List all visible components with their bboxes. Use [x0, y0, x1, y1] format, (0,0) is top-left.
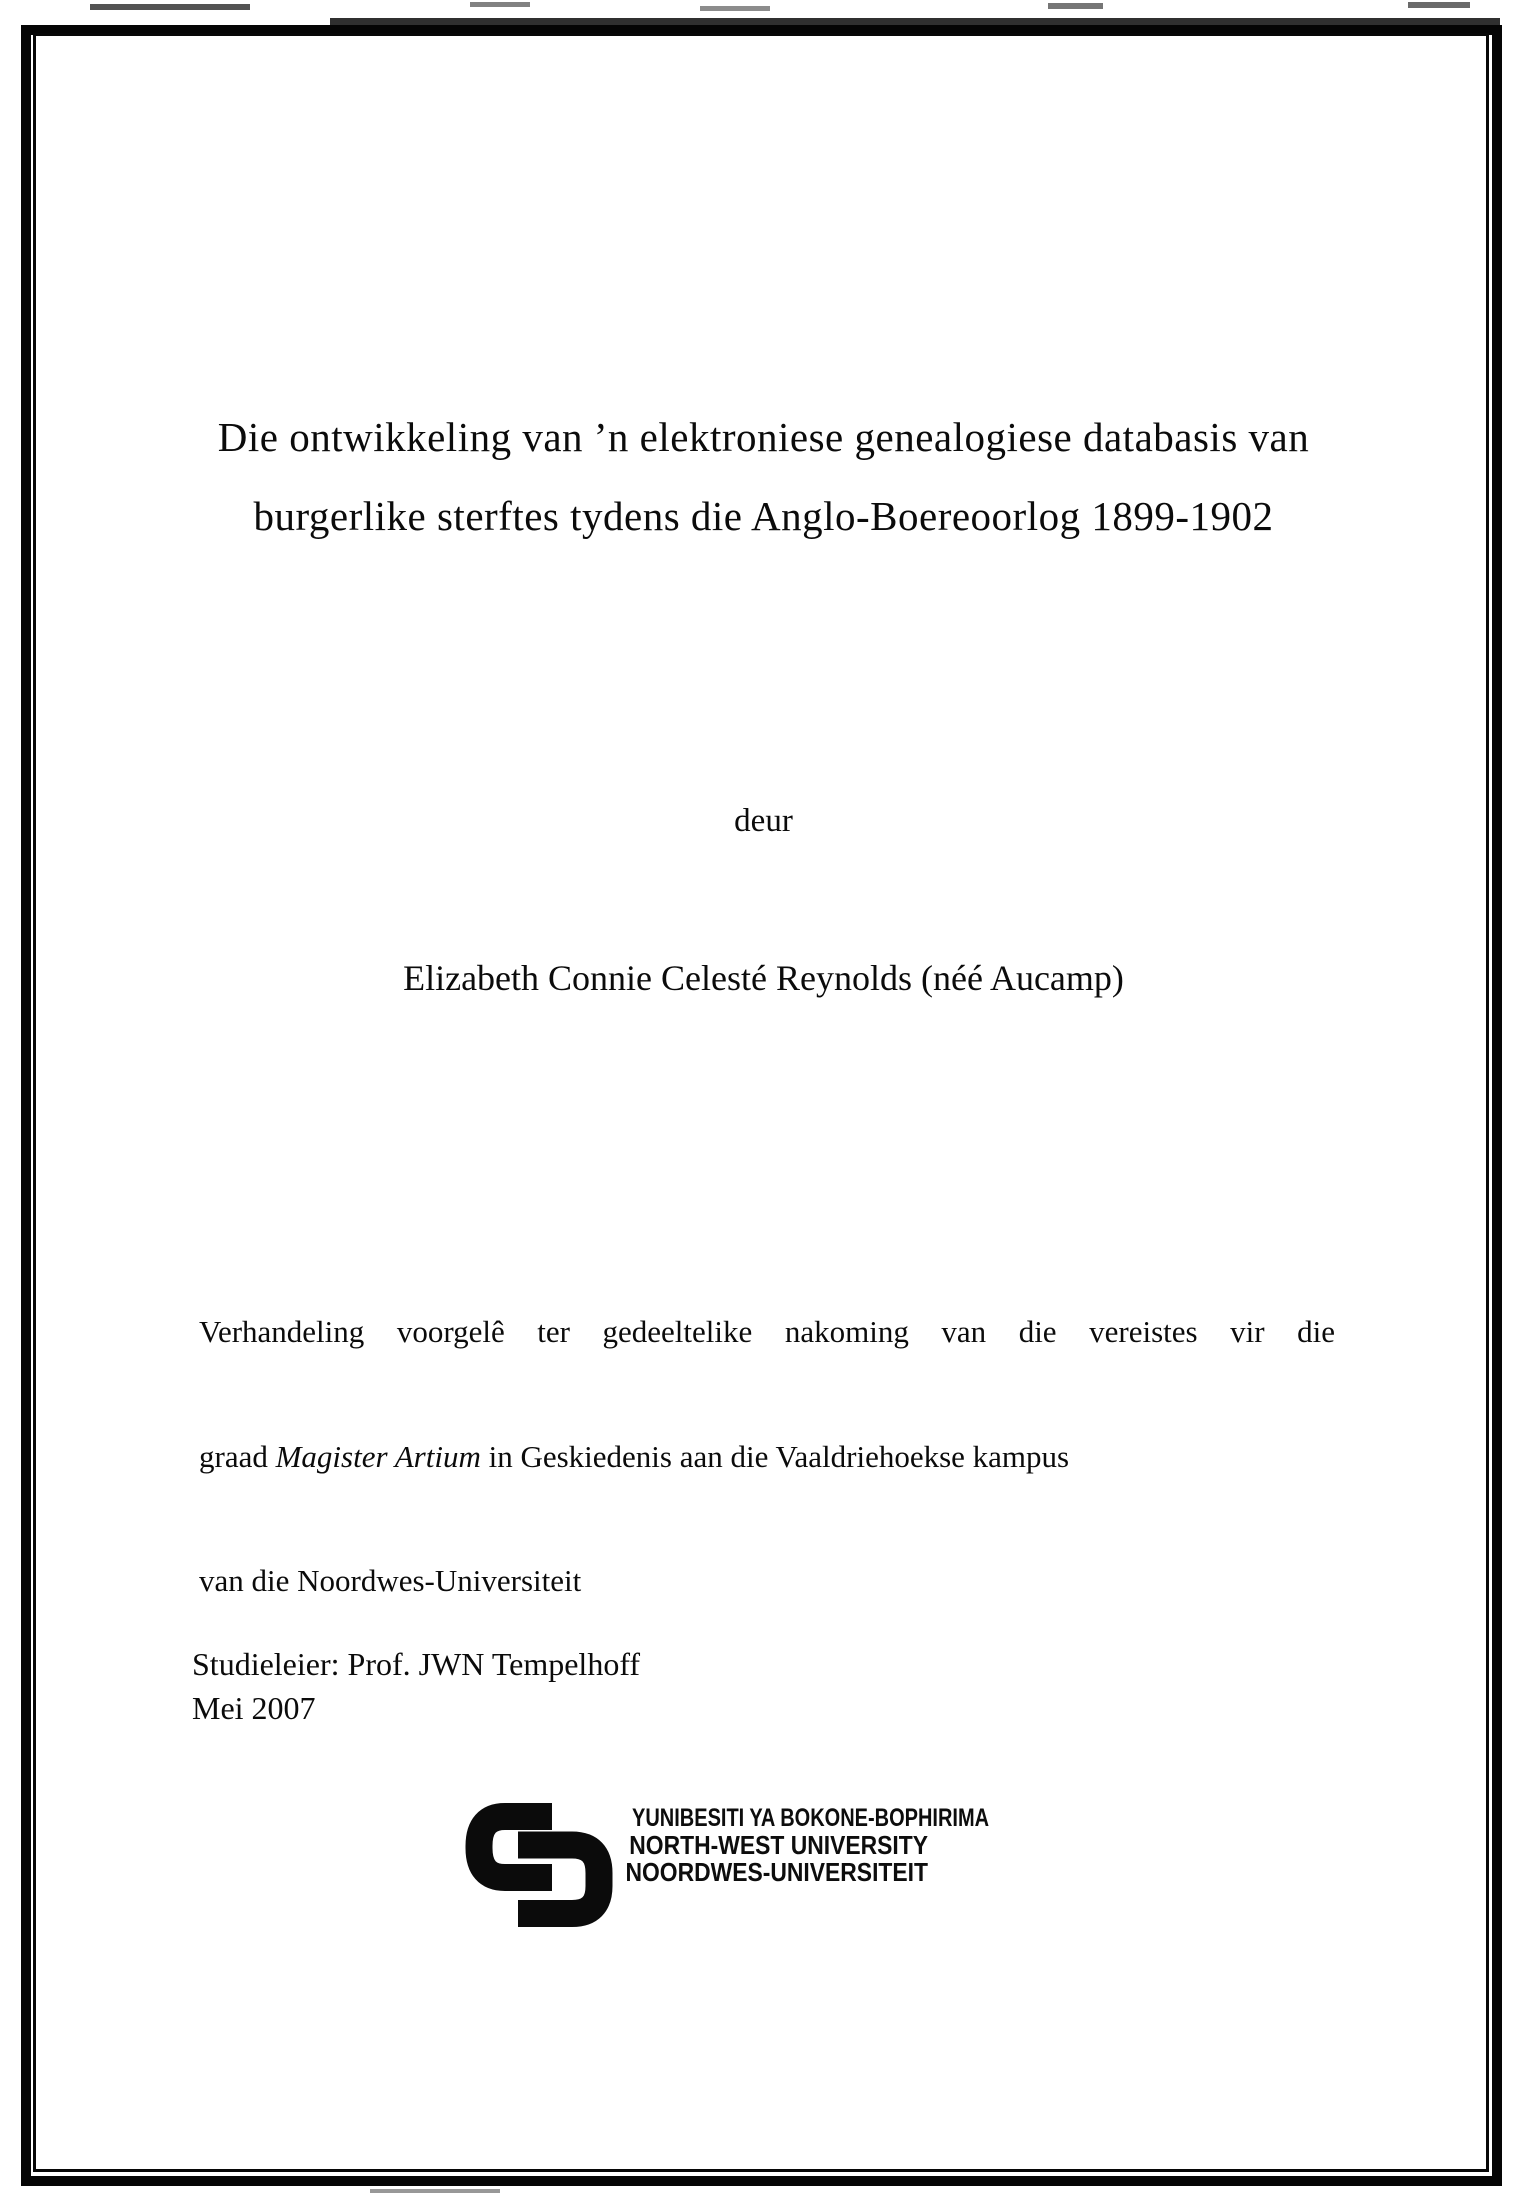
thesis-title — [0, 398, 1527, 556]
scan-artifact — [1408, 2, 1470, 8]
title-line-2: burgerlike sterftes tydens die Anglo-Boereoorlog 1899-1902 — [253, 493, 1274, 539]
scan-artifact — [330, 18, 1500, 25]
byline-deur: deur — [734, 803, 793, 839]
university-logo — [463, 1798, 990, 1930]
submission-line-2-post: in Geskiedenis aan die Vaaldriehoekse kampus — [480, 1438, 1070, 1474]
logo-text-line-3: NOORDWES-UNIVERSITEIT — [625, 1857, 928, 1887]
scan-artifact — [90, 4, 250, 10]
submission-line-3: van die Noordwes-Universiteit — [199, 1563, 582, 1598]
scan-artifact — [470, 2, 530, 7]
supervisor-line: Studieleier: Prof. JWN Tempelhoff — [192, 1646, 641, 1682]
title-line-1: Die ontwikkeling van ’n elektroniese genealogiese databasis van — [217, 414, 1310, 460]
scan-artifact — [700, 6, 770, 11]
scan-artifact — [370, 2189, 500, 2193]
scan-artifact — [1048, 3, 1103, 9]
submission-line-2 — [199, 1436, 1335, 1478]
logo-text-line-2: NORTH-WEST UNIVERSITY — [629, 1830, 928, 1860]
supervisor-block — [192, 1642, 640, 1730]
submission-statement — [199, 1228, 1335, 1685]
submission-line-2-pre: graad — [199, 1438, 276, 1474]
degree-name: Magister Artium — [275, 1438, 481, 1474]
submission-line-1: Verhandeling voorgelê ter gedeeltelike nakoming van die vereistes vir die — [199, 1314, 1335, 1349]
logo-text-line-1: YUNIBESITI YA BOKONE-BOPHIRIMA — [632, 1804, 990, 1832]
date-line: Mei 2007 — [192, 1690, 316, 1726]
author-name: Elizabeth Connie Celesté Reynolds (néé Aucamp) — [403, 958, 1124, 998]
logo-text-block — [558, 1804, 990, 1887]
